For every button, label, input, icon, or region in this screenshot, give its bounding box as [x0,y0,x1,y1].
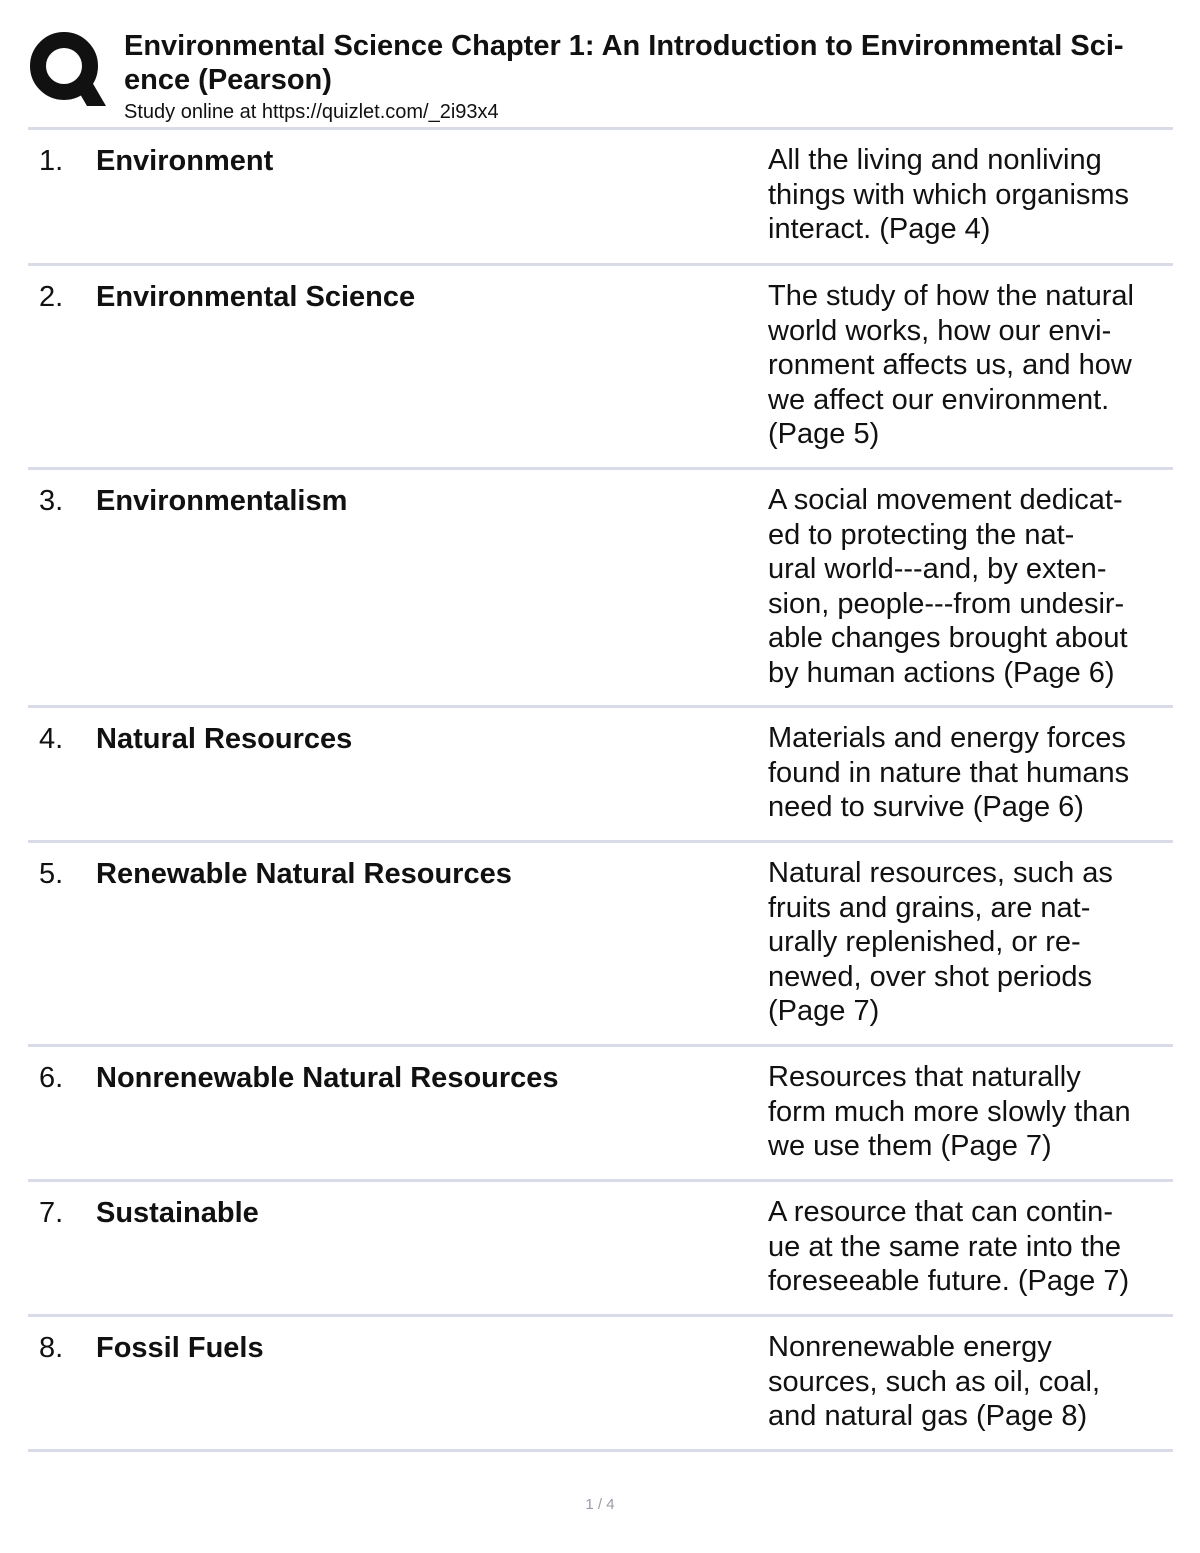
term-definition: All the living and nonliving things with which organisms interact. (Page 4) [768,144,1130,245]
term-definition: The study of how the natural world works, how our envi- ronment affects us, and how we affect our environment. (Page 5) [768,280,1134,450]
term-definition: Natural resources, such as fruits and grains, are nat- urally replenished, or re- newed, over shot periods (Page 7) [768,857,1113,1027]
term-row [28,1182,1173,1317]
term-name: Environmentalism [96,485,348,517]
term-definition: Materials and energy forces found in nature that humans need to survive (Page 6) [768,722,1130,823]
term-number: 7. [39,1197,64,1229]
flashcard-term-list [28,127,1173,1452]
quizlet-q-logo-icon [28,30,106,108]
term-row [28,266,1173,470]
term-row [28,1047,1173,1182]
study-online-link[interactable]: Study online at https://quizlet.com/_2i93x4 [124,101,499,123]
term-row [28,470,1173,708]
term-name: Renewable Natural Resources [96,858,512,890]
document-header [28,28,1188,124]
term-definition: Resources that naturally form much more slowly than we use them (Page 7) [768,1061,1131,1162]
term-number: 8. [39,1332,64,1364]
term-row [28,708,1173,843]
term-name: Sustainable [96,1197,259,1229]
term-row [28,1317,1173,1452]
term-name: Environmental Science [96,281,416,313]
page-indicator: 1 / 4 [585,1496,615,1513]
term-definition: A resource that can contin- ue at the same rate into the foreseeable future. (Page 7) [768,1196,1130,1297]
term-number: 3. [39,485,64,517]
term-number: 6. [39,1062,64,1094]
term-name: Natural Resources [96,723,353,755]
term-number: 1. [39,145,64,177]
term-definition: A social movement dedicat- ed to protecting the nat- ural world---and, by exten- sion, people---from undesir- able changes brought about by human actions (Page 6) [768,484,1128,689]
term-number: 4. [39,723,64,755]
term-number: 2. [39,281,64,313]
term-number: 5. [39,858,64,890]
term-name: Nonrenewable Natural Resources [96,1062,559,1094]
term-row [28,843,1173,1047]
term-definition: Nonrenewable energy sources, such as oil, coal, and natural gas (Page 8) [768,1331,1101,1432]
term-name: Environment [96,145,274,177]
term-row [28,130,1173,266]
term-name: Fossil Fuels [96,1332,264,1364]
page-title: Environmental Science Chapter 1: An Introduction to Environmental Sci- ence (Pearson) [124,30,1124,96]
